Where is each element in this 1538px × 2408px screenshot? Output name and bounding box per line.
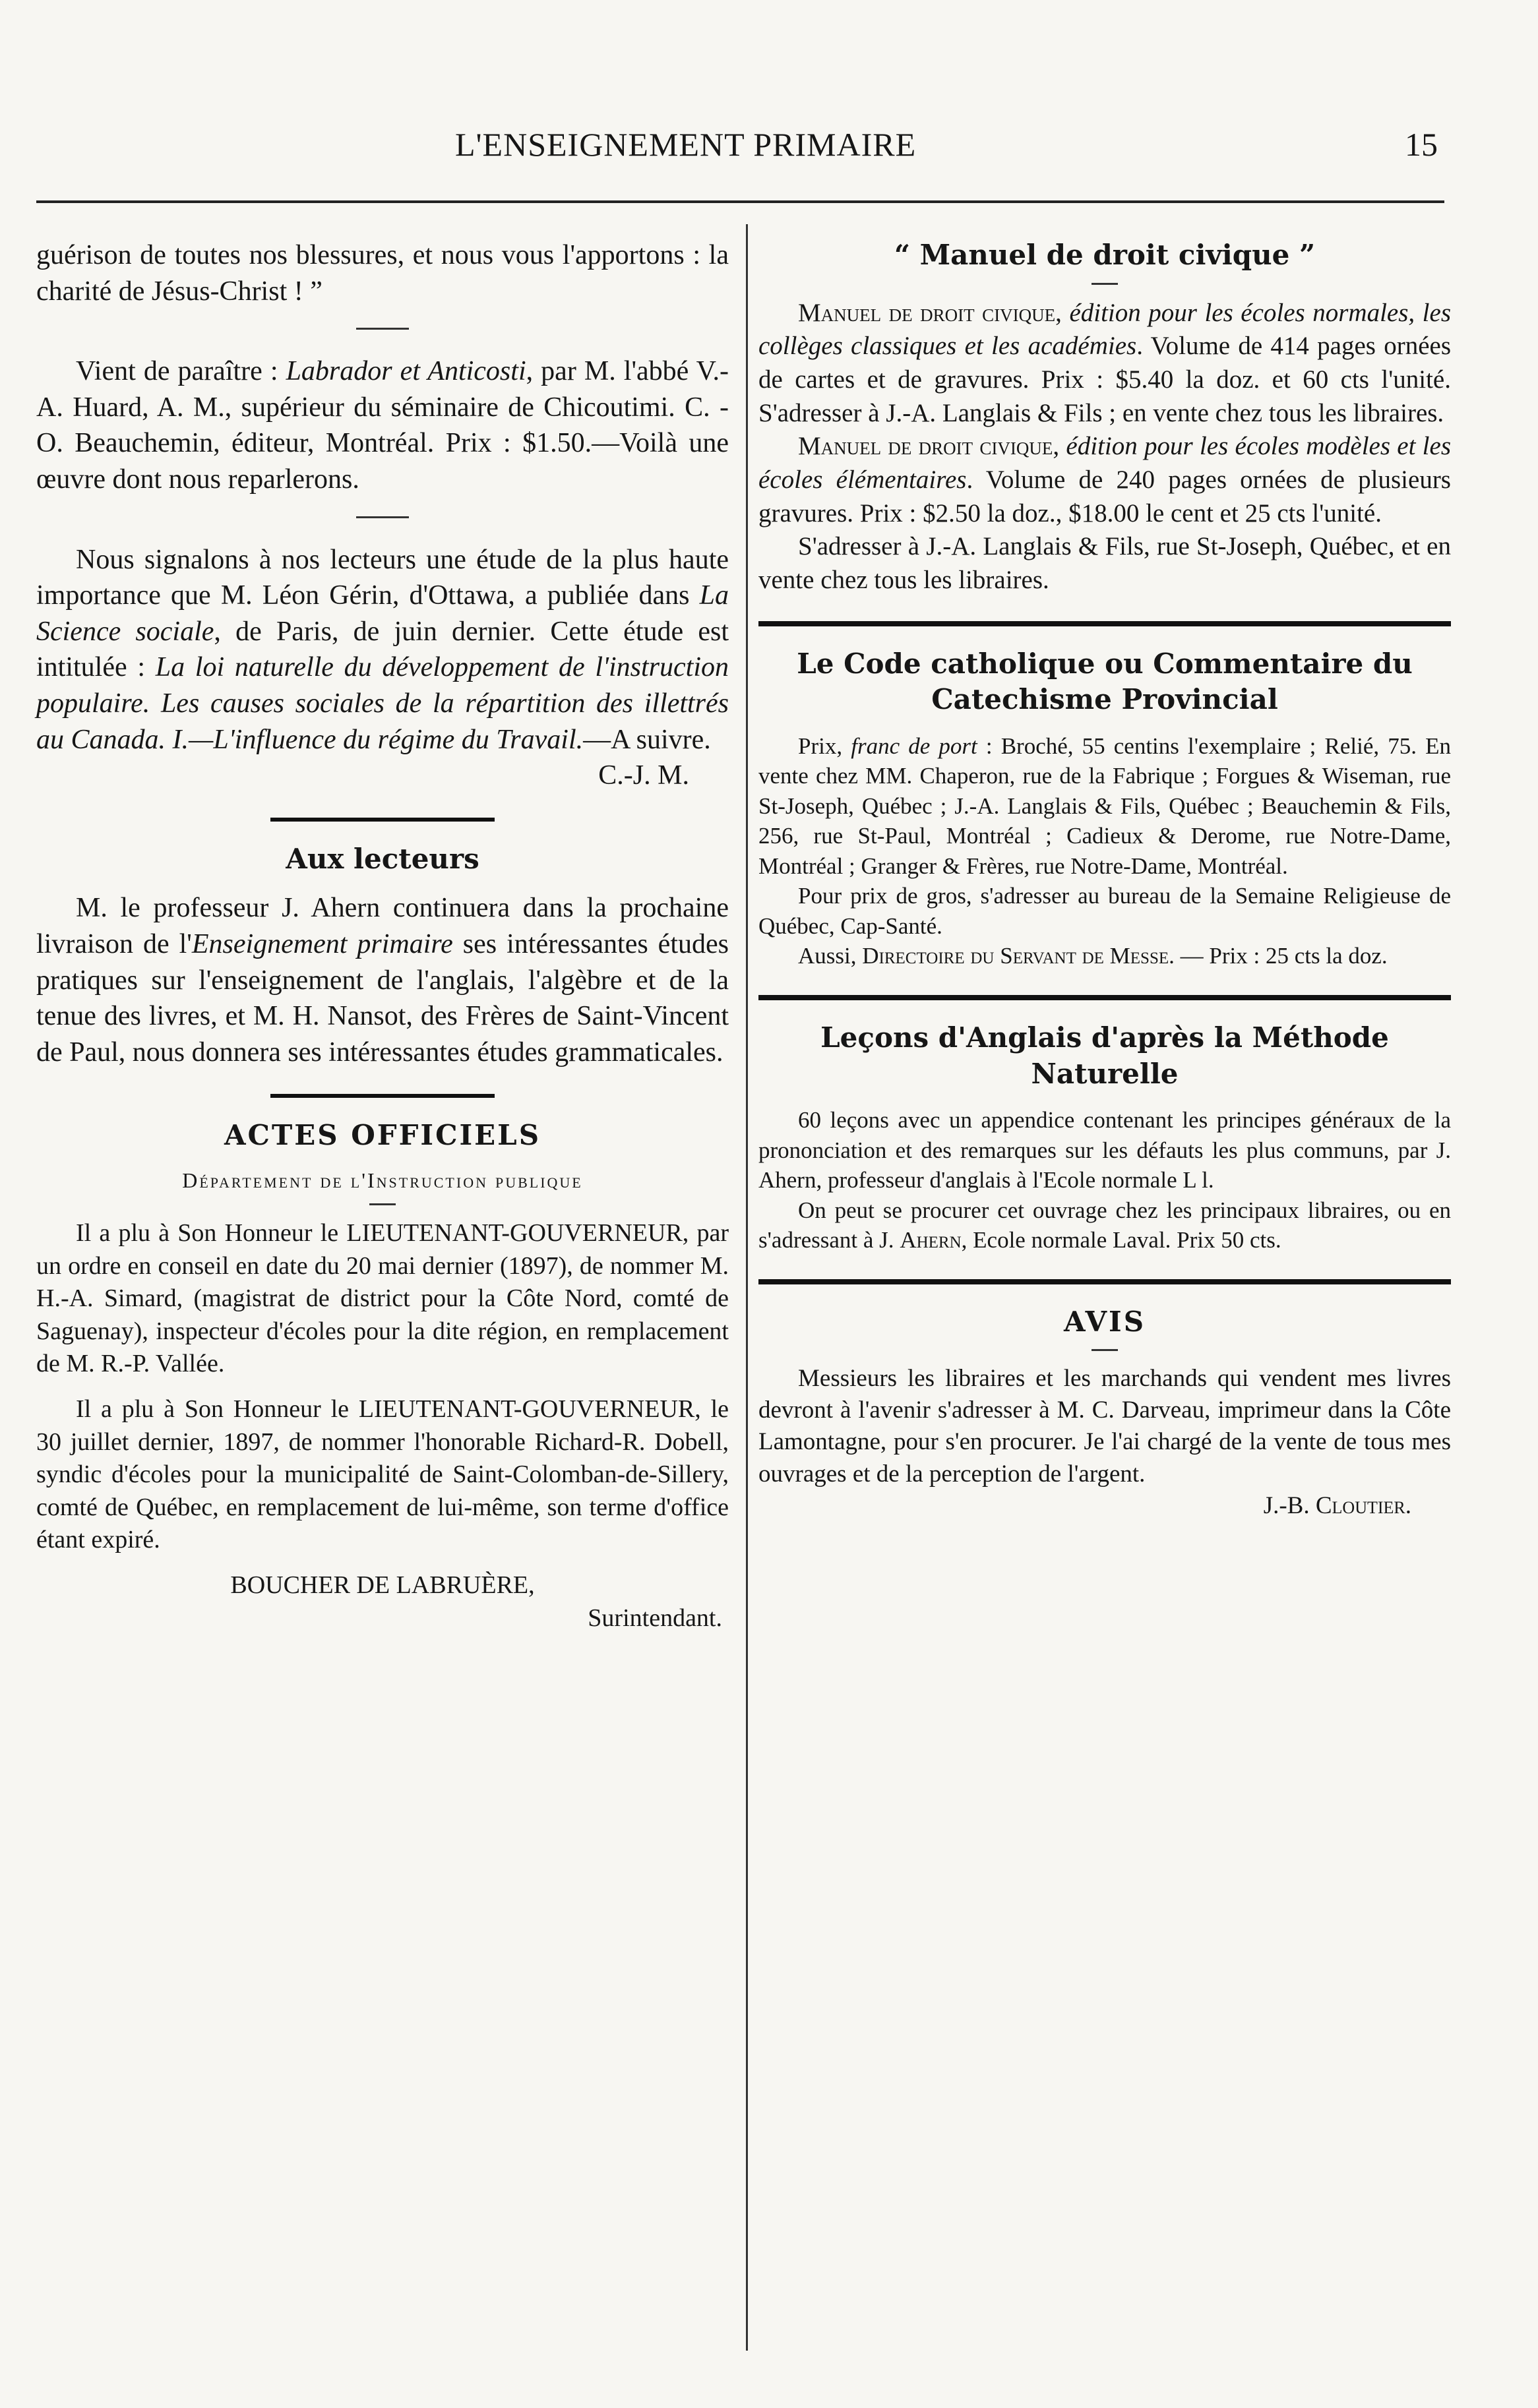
text-run: , par M. l'abbé V.-A. Huard, A. M., supérieur du séminaire de Chicoutimi. C. - O. Beauchemin, éditeur, Montréal. Prix : $1.50.—Voilà une œuvre dont nous reparlerons. <box>36 356 729 495</box>
price-note: franc de port <box>851 733 977 759</box>
right-column <box>758 237 1451 1522</box>
book-title: Labrador et Anticosti <box>286 356 526 387</box>
journal-title: Enseignement primaire <box>191 928 453 959</box>
section-title-code-catholique: Le Code catholique ou Commentaire du Catechisme Provincial <box>797 647 1413 716</box>
lecons-paragraph-2 <box>758 1195 1451 1255</box>
page-number: 15 <box>1405 126 1438 163</box>
section-bar <box>758 995 1451 1000</box>
section-title-aux-lecteurs: Aux lecteurs <box>286 842 479 875</box>
section-title-avis: AVIS <box>1063 1305 1146 1338</box>
text-run: Aussi, <box>798 943 863 969</box>
book-title: Directoire du Servant de Messe <box>862 943 1169 969</box>
avis-paragraph: Messieurs les libraires et les marchands qui vendent mes livres devront à l'avenir s'adresser à M. C. Darveau, imprimeur dans la Côte Lamontagne, pour s'en procurer. Je l'ai chargé de la vente de tous mes ouvrages et de la perception de l'argent. <box>758 1365 1451 1488</box>
signatory-role: Surintendant. <box>588 1604 722 1632</box>
text-run: Nous signalons à nos lecteurs une étude de la plus haute importance que M. Léon Gérin, d'Ottawa, a publiée dans <box>36 544 729 611</box>
avis-signature <box>758 1490 1451 1522</box>
text-run: , de Paris, de juin dernier. Cette étude est intitulée : <box>36 616 729 683</box>
text-run: : Broché, 55 centins l'exemplaire ; Relié, 75. En vente chez MM. Chaperon, rue de la Fabrique ; Forgues & Wiseman, rue St-Joseph, Québec ; J.-A. Langlais & Fils, Québec ; Beauchemin & Fils, 256, rue St-Paul, Montréal ; Cadieux & Derome, rue Notre-Dame, Montréal ; Granger & Frères, rue Notre-Dame, Montréal. <box>758 733 1451 879</box>
journal-title: La Science sociale <box>36 580 729 647</box>
section-title-lecons: Leçons d'Anglais d'après la Méthode Naturelle <box>820 1021 1389 1090</box>
actes-paragraph-2: Il a plu à Son Honneur le LIEUTENANT-GOUVERNEUR, le 30 juillet dernier, 1897, de nommer l'honorable Richard-R. Dobell, syndic d'écoles pour la municipalité de Saint-Colomban-de-Sillery, comté de Québec, en remplacement de lui-même, son terme d'office étant expiré. <box>36 1395 729 1553</box>
section-dash <box>1092 283 1118 285</box>
paragraph: guérison de toutes nos blessures, et nous vous l'apportons : la charité de Jésus-Christ ! ” <box>36 240 729 307</box>
lecons-paragraph-1: 60 leçons avec un appendice contenant les principes généraux de la prononciation et des remarques sur les défauts les plus communs, par J. Ahern, professeur d'anglais à l'Ecole normale L l. <box>758 1107 1451 1193</box>
section-bar <box>270 1094 495 1098</box>
code-paragraph-1 <box>758 731 1451 882</box>
actes-paragraph-1: Il a plu à Son Honneur le LIEUTENANT-GOUVERNEUR, par un ordre en conseil en date du 20 mai dernier (1897), de nommer M. H.-A. Simard, (magistrat de district pour la Côte Nord, comté de Saguenay), inspecteur d'écoles pour la dite région, en remplacement de M. R.-P. Vallée. <box>36 1219 729 1378</box>
section-bar <box>758 621 1451 626</box>
text-run: , Ecole normale Laval. Prix 50 cts. <box>961 1227 1281 1253</box>
text-run: , <box>1055 298 1070 327</box>
column-divider <box>746 224 748 2351</box>
department-subtitle: Département de l'Instruction publique <box>182 1168 583 1192</box>
edition-note: édition pour les écoles modèles et les écoles élémentaires <box>758 432 1452 495</box>
section-dash <box>369 1203 396 1205</box>
author-name: Cloutier. <box>1315 1491 1411 1519</box>
study-title: La loi naturelle du développement de l'instruction populaire. Les causes sociales de la répartition des illettrés au Canada. I.—L'influence du régime du Travail. <box>36 652 729 755</box>
text-run: . — Prix : 25 cts la doz. <box>1169 943 1388 969</box>
section-dash <box>1092 1349 1118 1351</box>
text-run: J.-B. <box>1263 1491 1316 1519</box>
manuel-paragraph-3: S'adresser à J.-A. Langlais & Fils, rue St-Joseph, Québec, et en vente chez tous les libraires. <box>758 532 1451 595</box>
book-title: Manuel de droit civique <box>798 298 1056 327</box>
section-title-manuel: “ Manuel de droit civique ” <box>894 239 1316 271</box>
text-run: M. le professeur J. Ahern continuera dans la prochaine livraison de l' <box>36 893 729 959</box>
text-run: . Volume de 414 pages ornées de cartes et de gravures. Prix : $5.40 la doz. et 60 cts l'unité. S'adresser à J.-A. Langlais & Fils ; en vente chez tous les libraires. <box>758 332 1451 427</box>
text-run: , <box>1053 432 1066 461</box>
code-paragraph-2: Pour prix de gros, s'adresser au bureau de la Semaine Religieuse de Québec, Cap-Santé. <box>758 883 1451 939</box>
gerin-notice <box>36 542 729 758</box>
running-title: L'ENSEIGNEMENT PRIMAIRE <box>455 126 917 163</box>
labrador-notice <box>36 353 729 497</box>
text-run: Vient de paraître : <box>76 356 286 387</box>
edition-note: édition pour les écoles normales, les collèges classiques et les académies <box>758 298 1452 361</box>
code-paragraph-3 <box>758 941 1451 971</box>
section-dash <box>356 516 409 518</box>
left-column <box>36 237 729 1635</box>
text-run: Prix, <box>798 733 851 759</box>
author-name: Ahern <box>900 1227 962 1253</box>
aux-lecteurs-paragraph <box>36 890 729 1070</box>
manuel-paragraph-2 <box>758 430 1451 530</box>
signatory-name: BOUCHER DE LABRUÈRE, <box>230 1571 535 1600</box>
text-run: On peut se procurer cet ouvrage chez les principaux libraires, ou en s'adressant à J. <box>758 1197 1451 1253</box>
book-title: Manuel de droit civique <box>798 432 1053 461</box>
initials-signature: C.-J. M. <box>598 760 689 791</box>
text-run: ses intéressantes études pratiques sur l'enseignement de l'anglais, l'algèbre et de la tenue des livres, et M. H. Nansot, des Frères de Saint-Vincent de Paul, nous donnera ses intéressantes études grammaticales. <box>36 928 729 1068</box>
header-rule <box>36 200 1444 203</box>
text-run: . Volume de 240 pages ornées de plusieurs gravures. Prix : $2.50 la doz., $18.00 le cent et 25 cts l'unité. <box>758 466 1451 527</box>
text-run: —A suivre. <box>583 724 711 755</box>
manuel-paragraph-1 <box>758 297 1451 431</box>
section-bar <box>758 1279 1451 1284</box>
section-title-actes-officiels: ACTES OFFICIELS <box>224 1119 541 1152</box>
section-dash <box>356 328 409 330</box>
section-bar <box>270 818 495 822</box>
